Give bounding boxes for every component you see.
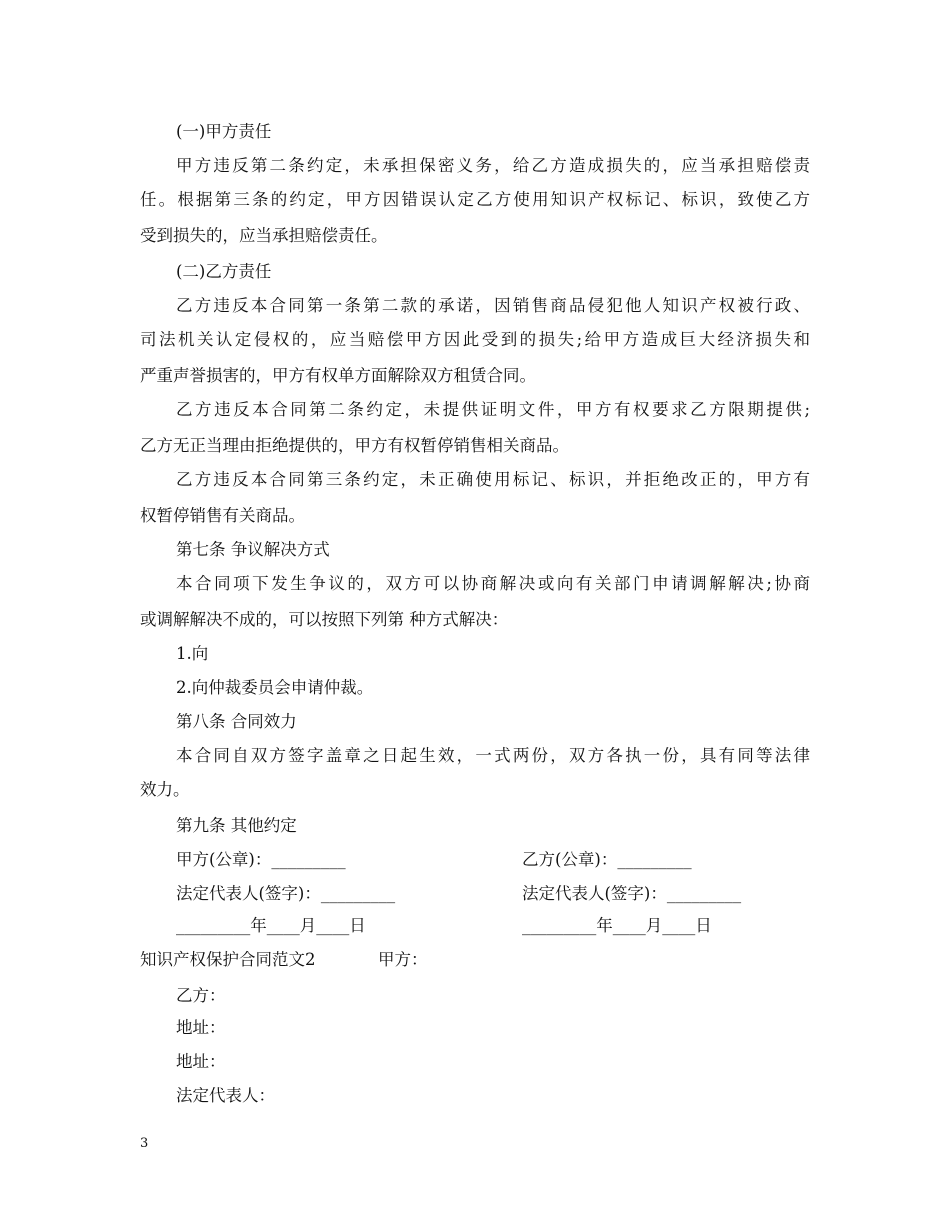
article-8-paragraph-line-1: 本合同自双方签字盖章之日起生效，一式两份，双方各执一份，具有同等法律 [176, 746, 810, 765]
template-2-title: 知识产权保护合同范文2 [140, 950, 316, 969]
party-a-paragraph-line-3: 受到损失的，应当承担赔偿责任。 [140, 226, 388, 245]
template-2-party-a: 甲方： [378, 950, 428, 969]
party-a-heading: (一)甲方责任 [176, 122, 272, 141]
party-b-representative-line: 法定代表人(签字)：_________ [522, 884, 742, 903]
article-7-item-2: 2.向仲裁委员会申请仲裁。 [176, 678, 374, 697]
party-b-paragraph-2-line-1: 乙方违反本合同第二条约定，未提供证明文件，甲方有权要求乙方限期提供; [176, 400, 810, 419]
page-number: 3 [140, 1136, 149, 1151]
template-2-address-1: 地址： [176, 1018, 226, 1037]
party-b-paragraph-3-line-2: 权暂停销售有关商品。 [140, 506, 305, 525]
article-7-paragraph-line-2: 或调解解决不成的，可以按照下列第 种方式解决： [140, 610, 509, 629]
article-8-heading: 第八条 合同效力 [176, 712, 297, 731]
article-7-heading: 第七条 争议解决方式 [176, 540, 330, 559]
template-2-legal-representative: 法定代表人： [176, 1086, 275, 1105]
party-b-paragraph-1-line-3: 严重声誉损害的，甲方有权单方面解除双方租赁合同。 [140, 366, 536, 385]
party-b-paragraph-1-line-2: 司法机关认定侵权的，应当赔偿甲方因此受到的损失;给甲方造成巨大经济损失和 [140, 330, 810, 349]
party-b-paragraph-3-line-1: 乙方违反本合同第三条约定，未正确使用标记、标识，并拒绝改正的，甲方有 [176, 470, 810, 489]
party-b-paragraph-1-line-1: 乙方违反本合同第一条第二款的承诺，因销售商品侵犯他人知识产权被行政、 [176, 296, 810, 315]
article-7-paragraph-line-1: 本合同项下发生争议的，双方可以协商解决或向有关部门申请调解解决;协商 [176, 574, 810, 593]
party-b-seal-line: 乙方(公章)：_________ [522, 850, 692, 869]
article-7-item-1: 1.向 [176, 644, 209, 663]
party-a-date-line: _________年____月____日 [176, 916, 366, 935]
party-a-paragraph-line-1: 甲方违反第二条约定，未承担保密义务，给乙方造成损失的，应当承担赔偿责 [176, 156, 810, 175]
party-a-paragraph-line-2: 任。根据第三条的约定，甲方因错误认定乙方使用知识产权标记、标识，致使乙方 [140, 190, 810, 209]
article-8-paragraph-line-2: 效力。 [140, 780, 190, 799]
party-b-heading: (二)乙方责任 [176, 262, 272, 281]
party-b-date-line: _________年____月____日 [522, 916, 712, 935]
party-a-representative-line: 法定代表人(签字)：_________ [176, 884, 396, 903]
template-2-address-2: 地址： [176, 1052, 226, 1071]
article-9-heading: 第九条 其他约定 [176, 816, 297, 835]
party-b-paragraph-2-line-2: 乙方无正当理由拒绝提供的，甲方有权暂停销售相关商品。 [140, 436, 569, 455]
template-2-party-b: 乙方： [176, 986, 226, 1005]
party-a-seal-line: 甲方(公章)：_________ [176, 850, 346, 869]
